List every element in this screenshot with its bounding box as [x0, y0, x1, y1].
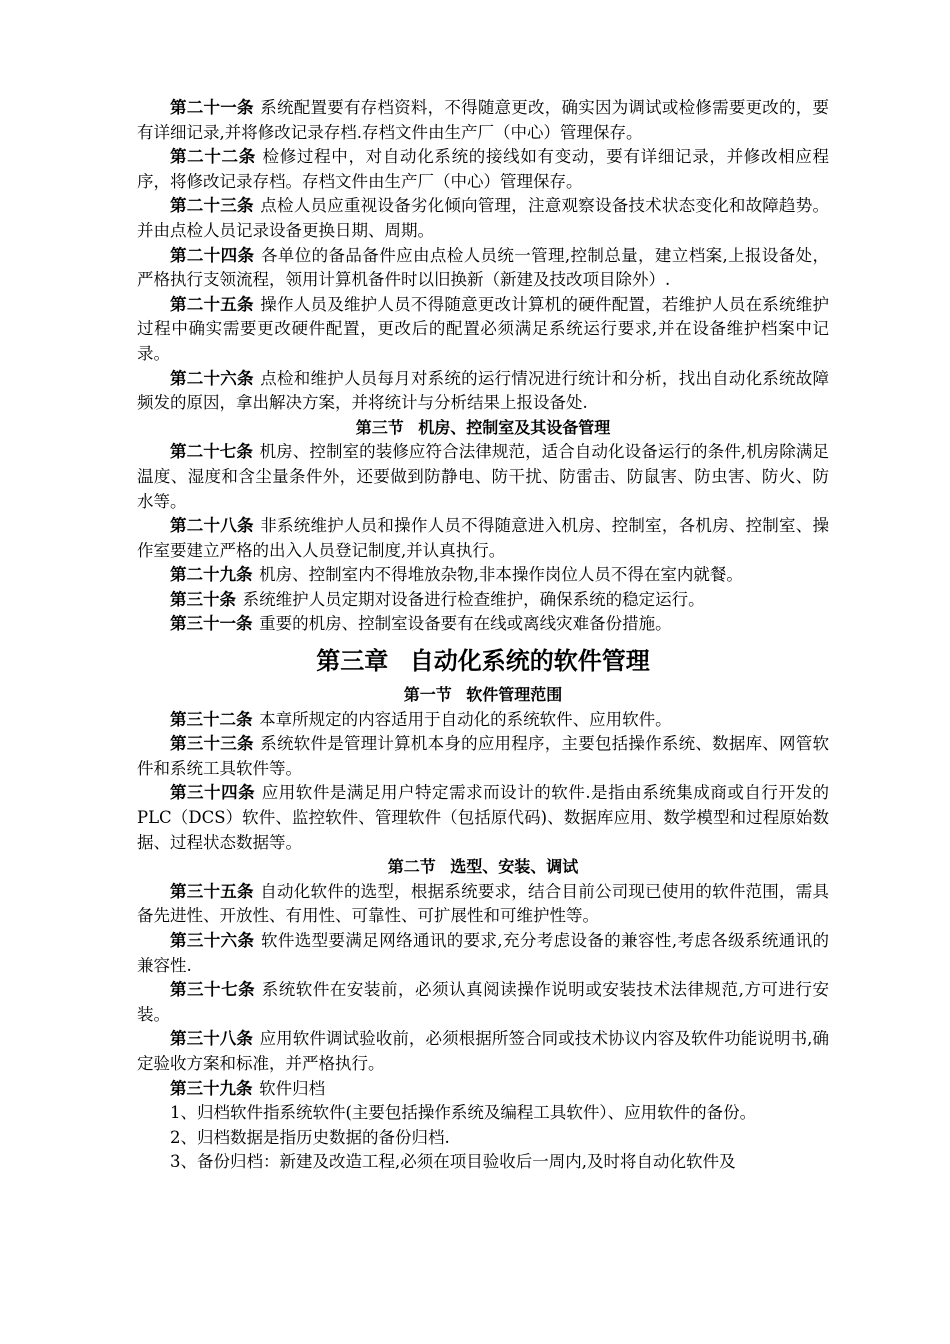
section-heading [137, 416, 829, 441]
article-number: 第二十五条 [170, 294, 254, 314]
article-paragraph [137, 1027, 829, 1076]
article-number: 第三十九条 [170, 1078, 253, 1098]
article-number: 第三十八条 [170, 1029, 253, 1049]
article-paragraph [137, 1077, 829, 1102]
chapter-heading [137, 645, 829, 677]
article-text: 系统配置要有存档资料，不得随意更改，确实因为调试或检修需要更改的，要有详细记录,并将修改记录存档.存档文件由生产厂（中心）管理保存。 [137, 98, 829, 142]
article-paragraph [137, 514, 829, 563]
article-number: 第二十一条 [170, 98, 254, 117]
article-paragraph [137, 781, 829, 855]
article-number: 第三十二条 [170, 709, 253, 729]
article-number: 第二十六条 [170, 368, 254, 388]
list-item [137, 1101, 829, 1126]
article-paragraph [137, 708, 829, 733]
article-paragraph [137, 880, 829, 929]
document-page [137, 96, 829, 1175]
list-item-text: 2、归档数据是指历史数据的备份归档. [170, 1127, 450, 1147]
article-text: 检修过程中，对自动化系统的接线如有变动，要有详细记录，并修改相应程序，将修改记录存档。存档文件由生产厂（中心）管理保存。 [137, 147, 830, 191]
section-number: 第三节 [355, 417, 404, 437]
section-number: 第一节 [403, 685, 452, 705]
section-number: 第二节 [387, 857, 436, 877]
article-text: 软件归档 [259, 1078, 326, 1098]
article-text: 自动化软件的选型，根据系统要求，结合目前公司现已使用的软件范围，需具备先进性、开放性、有用性、可靠性、可扩展性和可维护性等。 [137, 881, 829, 926]
section-heading [137, 683, 829, 708]
list-item [137, 1150, 829, 1175]
section-title: 软件管理范围 [466, 685, 563, 705]
chapter-title: 自动化系统的软件管理 [409, 647, 650, 676]
article-paragraph [137, 293, 829, 367]
article-paragraph [137, 440, 829, 514]
section-heading [137, 855, 829, 880]
article-number: 第二十八条 [170, 516, 254, 536]
article-text: 系统维护人员定期对设备进行检查维护，确保系统的稳定运行。 [242, 589, 705, 609]
article-number: 第二十七条 [170, 442, 253, 462]
article-number: 第二十九条 [170, 565, 253, 585]
article-paragraph [137, 194, 829, 243]
article-text: 点检和维护人员每月对系统的运行情况进行统计和分析，找出自动化系统故障频发的原因，拿出解决方案，并将统计与分析结果上报设备处. [137, 368, 829, 413]
article-number: 第三十四条 [170, 783, 256, 803]
article-text: 点检人员应重视设备劣化倾向管理，注意观察设备技术状态变化和故障趋势。并由点检人员记录设备更换日期、周期。 [137, 196, 829, 240]
article-text: 本章所规定的内容适用于自动化的系统软件、应用软件。 [259, 709, 672, 729]
article-paragraph [137, 929, 829, 978]
article-paragraph [137, 588, 829, 613]
chapter-number: 第三章 [316, 647, 389, 676]
article-text: 重要的机房、控制室设备要有在线或离线灾难备份措施。 [259, 614, 672, 634]
article-paragraph [137, 978, 829, 1027]
article-paragraph [137, 96, 829, 145]
article-paragraph [137, 612, 829, 637]
article-text: 应用软件是满足用户特定需求而设计的软件.是指由系统集成商或自行开发的PLC（DCS）软件、监控软件、管理软件（包括原代码)、数据库应用、数学模型和过程原始数据、过程状态数据等。 [137, 783, 829, 852]
article-number: 第三十一条 [170, 614, 253, 634]
article-number: 第三十五条 [170, 881, 254, 901]
article-text: 机房、控制室的装修应符合法律规范，适合自动化设备运行的条件,机房除满足温度、湿度和含尘量条件外，还要做到防静电、防干扰、防雷击、防鼠害、防虫害、防火、防水等。 [137, 442, 829, 511]
article-text: 系统软件在安装前，必须认真阅读操作说明或安装技术法律规范,方可进行安装。 [137, 980, 829, 1024]
article-paragraph [137, 145, 829, 194]
article-text: 系统软件是管理计算机本身的应用程序，主要包括操作系统、数据库、网管软件和系统工具软件等。 [137, 734, 829, 778]
article-paragraph [137, 244, 829, 293]
article-number: 第三十六条 [170, 931, 255, 950]
article-paragraph [137, 367, 829, 416]
list-item-text: 1、归档软件指系统软件(主要包括操作系统及编程工具软件）、应用软件的备份。 [170, 1103, 757, 1123]
article-text: 各单位的备品备件应由点检人员统一管理,控制总量，建立档案,上报设备处，严格执行支领流程，领用计算机备件时以旧换新（新建及技改项目除外）. [137, 245, 830, 290]
article-number: 第二十四条 [170, 245, 255, 265]
article-number: 第三十三条 [170, 734, 254, 754]
section-title: 机房、控制室及其设备管理 [418, 417, 611, 437]
article-number: 第三十七条 [170, 980, 256, 1000]
article-number: 第二十二条 [170, 147, 256, 167]
article-number: 第三十条 [170, 589, 236, 609]
article-text: 操作人员及维护人员不得随意更改计算机的硬件配置，若维护人员在系统维护过程中确实需要更改硬件配置，更改后的配置必须满足系统运行要求,并在设备维护档案中记录。 [137, 294, 829, 363]
article-text: 非系统维护人员和操作人员不得随意进入机房、控制室，各机房、控制室、操作室要建立严格的出入人员登记制度,并认真执行。 [137, 516, 829, 560]
section-title: 选型、安装、调试 [450, 857, 579, 877]
list-item-text: 3、备份归档：新建及改造工程,必须在项目验收后一周内,及时将自动化软件及 [170, 1152, 736, 1172]
list-item [137, 1126, 829, 1151]
article-text: 机房、控制室内不得堆放杂物,非本操作岗位人员不得在室内就餐。 [259, 565, 743, 585]
article-paragraph [137, 563, 829, 588]
article-paragraph [137, 732, 829, 781]
article-number: 第二十三条 [170, 196, 254, 216]
article-text: 应用软件调试验收前，必须根据所签合同或技术协议内容及软件功能说明书,确定验收方案和标准，并严格执行。 [137, 1029, 829, 1073]
article-text: 软件选型要满足网络通讯的要求,充分考虑设备的兼容性,考虑各级系统通讯的兼容性. [137, 931, 830, 975]
